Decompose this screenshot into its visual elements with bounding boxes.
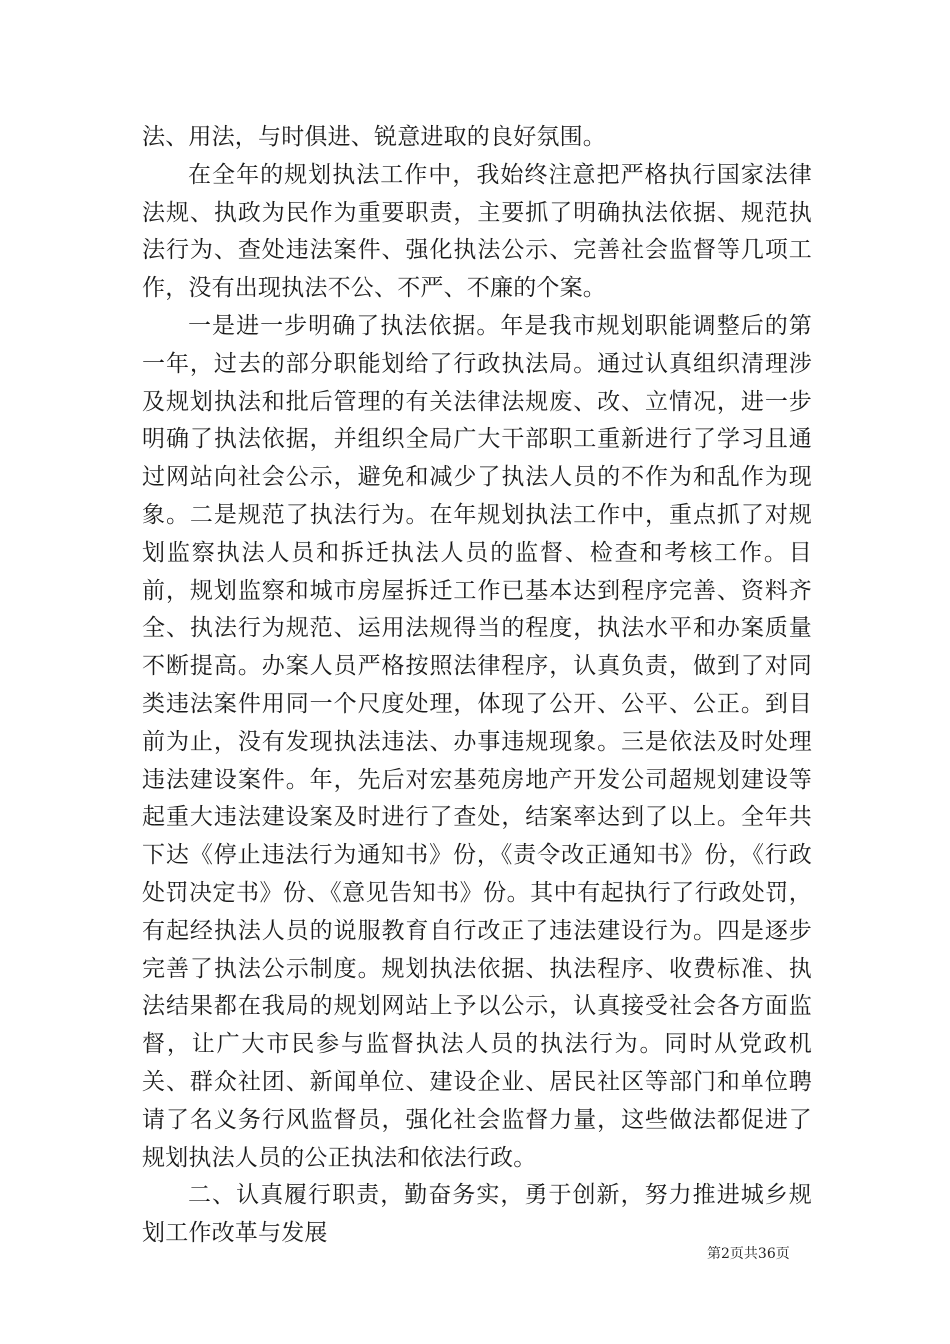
- paragraph-enforcement-details: 一是进一步明确了执法依据。年是我市规划职能调整后的第一年，过去的部分职能划给了行政执法局。通过认真组织清理涉及规划执法和批后管理的有关法律法规废、改、立情况，进一步明确了执法依据，并组织全局广大干部职工重新进行了学习且通过网站向社会公示，避免和减少了执法人员的不作为和乱作为现象。二是规范了执法行为。在年规划执法工作中，重点抓了对规划监察执法人员和拆迁执法人员的监督、检查和考核工作。目前，规划监察和城市房屋拆迁工作已基本达到程序完善、资料齐全、执法行为规范、运用法规得当的程度，执法水平和办案质量不断提高。办案人员严格按照法律程序，认真负责，做到了对同类违法案件用同一个尺度处理，体现了公开、公平、公正。到目前为止，没有发现执法违法、办事违规现象。三是依法及时处理违法建设案件。年，先后对宏基苑房地产开发公司超规划建设等起重大违法建设案及时进行了查处，结案率达到了以上。全年共下达《停止违法行为通知书》份，《责令改正通知书》份，《行政处罚决定书》份、《意见告知书》份。其中有起执行了行政处罚，有起经执法人员的说服教育自行改正了违法建设行为。四是逐步完善了执法公示制度。规划执法依据、执法程序、收费标准、执法结果都在我局的规划网站上予以公示，认真接受社会各方面监督，让广大市民参与监督执法人员的执法行为。同时从党政机关、群众社团、新闻单位、建设企业、居民社区等部门和单位聘请了名义务行风监督员，强化社会监督力量，这些做法都促进了规划执法人员的公正执法和依法行政。: [142, 312, 812, 1171]
- document-body: [142, 119, 812, 1253]
- paragraph-continuation: 法、用法，与时俱进、锐意进取的良好氛围。: [142, 124, 606, 150]
- page-number: 第2页共36页: [707, 1246, 790, 1262]
- section-heading-duties: 二、认真履行职责，勤奋务实，勇于创新，努力推进城乡规划工作改革与发展: [142, 1182, 812, 1247]
- paragraph-enforcement-overview: 在全年的规划执法工作中，我始终注意把严格执行国家法律法规、执政为民作为重要职责，主要抓了明确执法依据、规范执法行为、查处违法案件、强化执法公示、完善社会监督等几项工作，没有出现执法不公、不严、不廉的个案。: [142, 161, 812, 302]
